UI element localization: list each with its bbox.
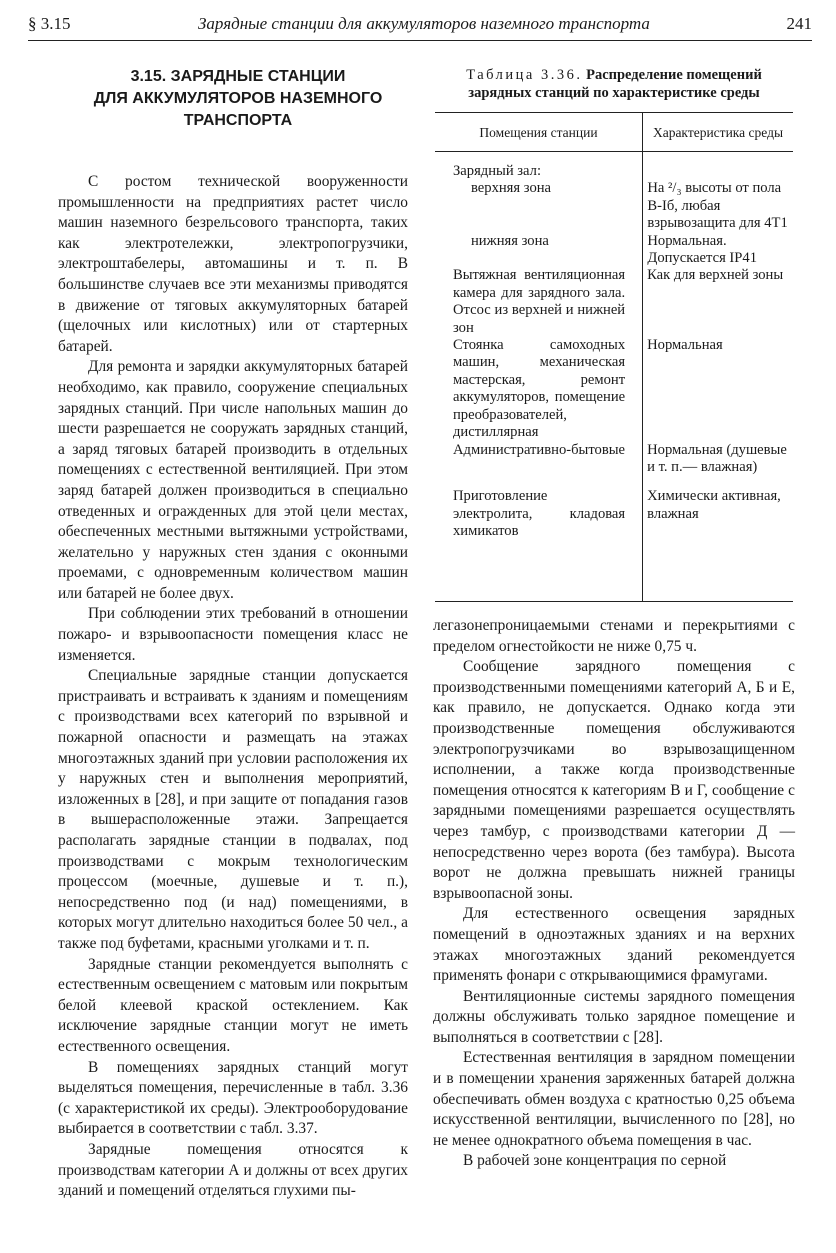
table-row — [435, 337, 793, 441]
table-row — [435, 442, 793, 477]
room-cell: нижняя зона — [471, 232, 549, 249]
paragraph: Вентиляционные системы зарядного помещения должны обслуживать только зарядное помещение и выполняться в соответствии с [28]. — [433, 987, 795, 1046]
paragraph: С ростом технической вооруженности промышленности на предприятиях растет число машин наземного безрельсового транспорта, таких как электротележки, электропогрузчики, электроштабелеры, автомашины и т. п. В большинстве случаев все эти механизмы приводятся в движение от тяговых аккумуляторных батарей (щелочных или кислотных) или от стартерных батарей. — [58, 173, 408, 355]
running-title: Зарядные станции для аккумуляторов наземного транспорта — [198, 14, 650, 33]
table-row — [435, 180, 793, 232]
environment-cell: Химически активная, влажная — [647, 488, 781, 522]
heading-line-2: ДЛЯ АККУМУЛЯТОРОВ НАЗЕМНОГО — [93, 90, 383, 107]
running-header — [28, 14, 812, 42]
table-row — [435, 488, 793, 540]
paragraph: При соблюдении этих требований в отношении пожаро- и взрывоопасности помещения класс не изменяется. — [58, 605, 408, 664]
environment-cell: Нормальная — [647, 337, 723, 354]
heading-line-1: 3.15. ЗАРЯДНЫЕ СТАНЦИИ — [130, 68, 346, 85]
paragraph: легазонепроницаемыми стенами и перекрытиями с пределом огнестойкости не ниже 0,75 ч. — [433, 617, 795, 655]
table-body — [435, 163, 793, 541]
table-title-line-1: Распределение помещений — [586, 67, 762, 83]
room-cell: Стоянка самоходных машин, механическая мастерская, ремонт аккумуляторов, помещение преобразователей, дистиллярная — [453, 337, 626, 441]
environment-cell: Нормальная. Допускается IP41 — [647, 232, 757, 267]
left-column — [58, 66, 408, 1202]
right-column — [433, 66, 795, 1172]
paragraph: Для естественного освещения зарядных помещений в одноэтажных зданиях и на верхних этажах многоэтажных зданий рекомендуется применять фонари с открывающимися фрамугами. — [433, 905, 795, 985]
paragraph: В рабочей зоне концентрация по серной — [463, 1152, 727, 1170]
heading-line-3: ТРАНСПОРТА — [183, 112, 293, 129]
section-heading — [58, 66, 408, 132]
paragraph: Естественная вентиляция в зарядном помещении и в помещении хранения заряженных батарей должна обеспечивать обмен воздуха с кратностью 0,25 объема искусственной вентиляции, вычисленного по [28], но не менее однократного объема помещения в час. — [433, 1049, 795, 1149]
room-cell: Приготовление электролита, кладовая химикатов — [453, 488, 626, 540]
section-number: § 3.15 — [28, 14, 71, 33]
room-cell: Вытяжная вентиляционная камера для зарядного зала. Отсос из верхней и нижней зон — [453, 267, 626, 336]
page-number: 241 — [786, 14, 812, 33]
table-row — [435, 267, 793, 337]
environment-cell — [647, 163, 793, 180]
table-row — [435, 233, 793, 268]
header-rule — [28, 40, 812, 41]
paragraph: Сообщение зарядного помещения с производственными помещениями категорий А, Б и Е, как правило, не допускается. Однако когда эти производственные помещения обслуживаются электропогрузчиками во взрывозащищенном исполнении, а также когда производственные помещения относятся к категориям В и Г, сообщение с зарядными помещениями разрешается осуществлять через тамбур, с производствами категории Д — непосредственно через ворота (без тамбура). Высота ворот не должна превышать нижней границы взрывоопасной зоны. — [433, 658, 795, 902]
table-row — [435, 163, 793, 180]
room-cell: Административно-бытовые — [453, 441, 625, 458]
paragraph: В помещениях зарядных станций могут выделяться помещения, перечисленные в табл. 3.36 (с характеристикой их среды). Электрооборудование выбирается в соответствии с табл. 3.37. — [58, 1058, 408, 1138]
environment-cell: На ²/₃ высоты от пола В-Iб, любая взрывозащита для 4Т1 — [647, 180, 788, 232]
paragraph: Зарядные помещения относятся к производствам категории А и должны от всех других зданий и помещений отделяться глухими пы- — [58, 1140, 408, 1200]
table-title-line-2: зарядных станций по характеристике среды — [468, 85, 760, 101]
table-header-rule — [435, 151, 793, 152]
environment-cell: Как для верхней зоны — [647, 267, 784, 284]
table-header-environment: Характеристика среды — [652, 124, 784, 140]
room-cell: Зарядный зал: — [453, 163, 542, 179]
paragraph: Специальные зарядные станции допускается пристраивать и встраивать к зданиям и помещениям с производствами всех категорий по взрывной и пожарной опасности и размещать на этажах многоэтажных зданий при условии расположения их у наружных стен и выполнения мероприятий, изложенных в [28], и при защите от попадания газов в вышерасположенные этажи. Запрещается располагать зарядные станции в подвалах, под производствами с мокрым технологическим процессом (моечные, душевые и т. п.), непосредственно под (и над) помещениями, в которых могут длительно находиться более 50 чел., а также под буфетами, красными уголками и т. п. — [58, 667, 408, 952]
room-cell: верхняя зона — [471, 180, 552, 197]
table-header-rooms: Помещения станции — [479, 124, 598, 140]
paragraph: Для ремонта и зарядки аккумуляторных батарей необходимо, как правило, сооружение специальных зарядных станций. При числе напольных машин до шести разрешается не сооружать зарядных станций, а заряд тяговых батарей производить в отдельных помещениях с естественной вентиляцией. При этом заряд батарей должен производиться в специально отведенных и огражденных для этой цели местах, обеспеченных местными вытяжными устройствами, желательно у наружных стен здания с оконными проемами, с одновременным количеством машин или батарей не более двух. — [58, 358, 408, 602]
table-label: Таблица 3.36. — [466, 67, 583, 83]
environment-cell: Нормальная (душевые и т. п.— влажная) — [647, 441, 787, 475]
table-caption — [433, 66, 795, 102]
environment-table — [435, 112, 793, 602]
paragraph: Зарядные станции рекомендуется выполнять с естественным освещением с матовым или покрытым белой клеевой краской остеклением. Как исключение зарядные станции могут не иметь естественного освещения. — [58, 955, 408, 1055]
